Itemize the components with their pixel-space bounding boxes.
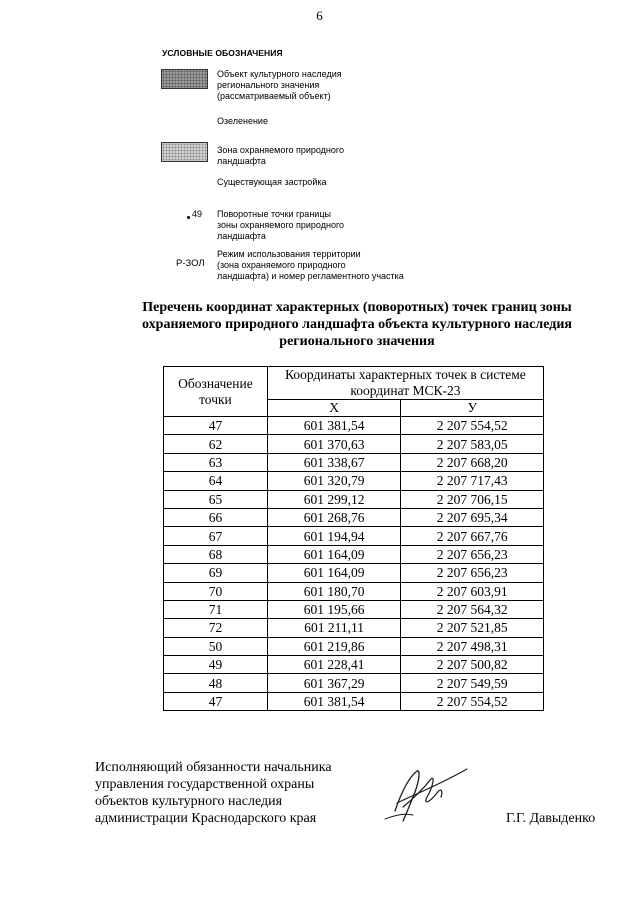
turning-point-marker-label: 49 <box>192 209 203 219</box>
document-title: Перечень координат характерных (поворотных) точек границ зоны охраняемого природного ландшафта объекта культурного наследия регионального значения <box>142 300 572 349</box>
x-cell: 601 180,70 <box>267 582 401 600</box>
legend-item-heritage-object: Объект культурного наследия регионального значения (рассматриваемый объект) <box>217 69 342 101</box>
table-row <box>164 527 544 545</box>
y-cell: 2 207 706,15 <box>401 490 544 508</box>
table-row <box>164 490 544 508</box>
table-row <box>164 508 544 526</box>
point-cell: 72 <box>164 619 268 637</box>
legend-item-usage-regime: Режим использования территории (зона охраняемого природного ландшафта) и номер регламентного участка <box>217 249 404 281</box>
coordinates-table <box>163 366 544 711</box>
x-cell: 601 381,54 <box>267 417 401 435</box>
point-cell: 48 <box>164 674 268 692</box>
header-x: Х <box>267 400 401 417</box>
header-coordinates: Координаты характерных точек в системе координат МСК-23 <box>267 367 543 400</box>
point-cell: 49 <box>164 656 268 674</box>
table-header-row <box>164 367 544 400</box>
y-cell: 2 207 554,52 <box>401 417 544 435</box>
y-cell: 2 207 521,85 <box>401 619 544 637</box>
y-cell: 2 207 498,31 <box>401 637 544 655</box>
point-cell: 63 <box>164 453 268 471</box>
legend-item-landscape-zone: Зона охраняемого природного ландшафта <box>217 145 345 166</box>
table-row <box>164 582 544 600</box>
point-cell: 65 <box>164 490 268 508</box>
y-cell: 2 207 564,32 <box>401 600 544 618</box>
header-y: У <box>401 400 544 417</box>
table-row <box>164 545 544 563</box>
y-cell: 2 207 656,23 <box>401 564 544 582</box>
signatory-position: Исполняющий обязанности начальника управления государственной охраны объектов культурного наследия администрации Краснодарского края <box>95 760 332 826</box>
legend-item-existing-buildings: Существующая застройка <box>217 177 327 187</box>
point-cell: 68 <box>164 545 268 563</box>
header-point: Обозначение точки <box>164 367 268 417</box>
y-cell: 2 207 500,82 <box>401 656 544 674</box>
x-cell: 601 164,09 <box>267 545 401 563</box>
signatory-name: Г.Г. Давыденко <box>506 811 596 826</box>
point-cell: 70 <box>164 582 268 600</box>
table-row <box>164 472 544 490</box>
x-cell: 601 211,11 <box>267 619 401 637</box>
point-cell: 71 <box>164 600 268 618</box>
point-cell: 47 <box>164 417 268 435</box>
point-cell: 66 <box>164 508 268 526</box>
point-cell: 62 <box>164 435 268 453</box>
legend-item-turning-points: Поворотные точки границы зоны охраняемого природного ландшафта <box>217 209 345 241</box>
x-cell: 601 338,67 <box>267 453 401 471</box>
table-row <box>164 564 544 582</box>
table-row <box>164 637 544 655</box>
y-cell: 2 207 668,20 <box>401 453 544 471</box>
legend-title: УСЛОВНЫЕ ОБОЗНАЧЕНИЯ <box>162 48 283 58</box>
table-row <box>164 600 544 618</box>
y-cell: 2 207 717,43 <box>401 472 544 490</box>
landscape-zone-swatch <box>161 142 208 162</box>
x-cell: 601 299,12 <box>267 490 401 508</box>
x-cell: 601 195,66 <box>267 600 401 618</box>
table-row <box>164 619 544 637</box>
table-row <box>164 453 544 471</box>
legend-item-greenery: Озеленение <box>217 116 268 126</box>
point-cell: 69 <box>164 564 268 582</box>
x-cell: 601 219,86 <box>267 637 401 655</box>
table-row <box>164 656 544 674</box>
y-cell: 2 207 695,34 <box>401 508 544 526</box>
point-cell: 64 <box>164 472 268 490</box>
x-cell: 601 268,76 <box>267 508 401 526</box>
zone-code-label: Р-ЗОЛ <box>176 258 205 269</box>
handwritten-signature <box>383 763 473 825</box>
table-row <box>164 692 544 710</box>
table-row <box>164 417 544 435</box>
x-cell: 601 194,94 <box>267 527 401 545</box>
point-cell: 50 <box>164 637 268 655</box>
x-cell: 601 381,54 <box>267 692 401 710</box>
page-number: 6 <box>316 8 323 23</box>
y-cell: 2 207 656,23 <box>401 545 544 563</box>
y-cell: 2 207 603,91 <box>401 582 544 600</box>
x-cell: 601 367,29 <box>267 674 401 692</box>
y-cell: 2 207 549,59 <box>401 674 544 692</box>
x-cell: 601 164,09 <box>267 564 401 582</box>
turning-point-dot-icon <box>187 216 190 219</box>
x-cell: 601 228,41 <box>267 656 401 674</box>
y-cell: 2 207 583,05 <box>401 435 544 453</box>
y-cell: 2 207 554,52 <box>401 692 544 710</box>
y-cell: 2 207 667,76 <box>401 527 544 545</box>
x-cell: 601 370,63 <box>267 435 401 453</box>
x-cell: 601 320,79 <box>267 472 401 490</box>
table-row <box>164 674 544 692</box>
table-row <box>164 435 544 453</box>
point-cell: 67 <box>164 527 268 545</box>
point-cell: 47 <box>164 692 268 710</box>
heritage-object-swatch <box>161 69 208 89</box>
